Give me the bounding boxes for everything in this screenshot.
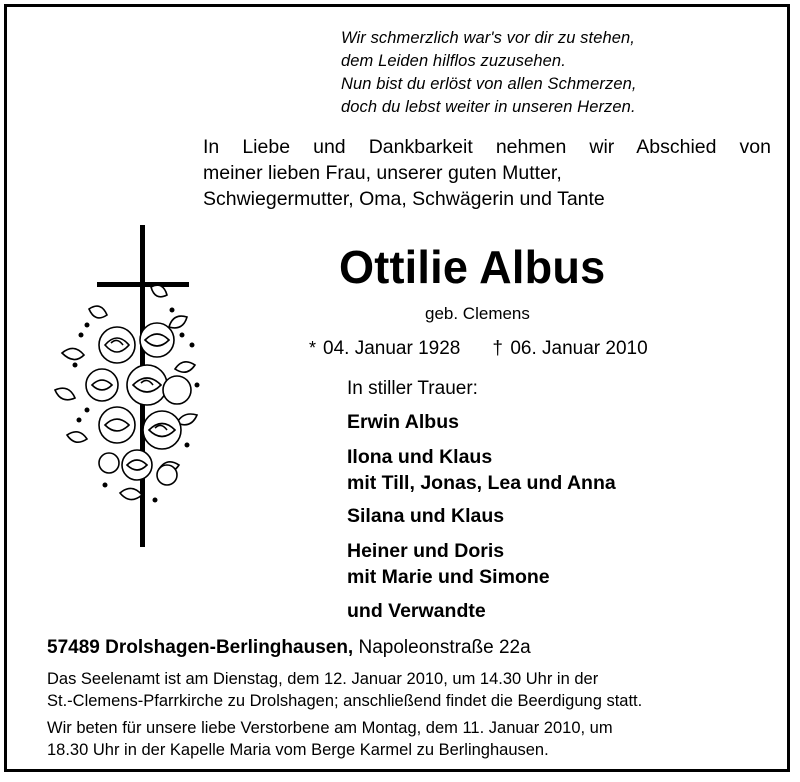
birth-star-icon: *	[309, 338, 317, 358]
birth-date: 04. Januar 1928	[323, 338, 461, 359]
poem-line: doch du lebst weiter in unseren Herzen.	[341, 98, 636, 116]
mourner-line: Heiner und Doris	[347, 540, 505, 562]
poem-line: Wir schmerzlich war's vor dir zu stehen,	[341, 29, 635, 47]
prayer-info	[47, 718, 767, 761]
maiden-name: geb. Clemens	[425, 304, 530, 323]
mourner-group	[347, 444, 616, 496]
address-street: Napoleonstraße 22a	[358, 637, 531, 658]
intro-line: In Liebe und Dankbarkeit nehmen wir Abschied von	[203, 136, 771, 158]
address	[47, 635, 531, 661]
mourner-group	[347, 538, 550, 590]
obituary-notice	[4, 4, 790, 772]
life-dates	[309, 335, 648, 362]
farewell-intro	[203, 134, 771, 212]
service-info	[47, 669, 767, 712]
poem-line: dem Leiden hilflos zuzusehen.	[341, 52, 566, 70]
mourner-group	[347, 409, 459, 435]
prayer-line: Wir beten für unsere liebe Verstorbene am Montag, dem 11. Januar 2010, um	[47, 719, 613, 737]
deceased-name: Ottilie Albus	[339, 241, 606, 293]
memorial-poem	[341, 27, 761, 119]
address-place: 57489 Drolshagen-Berlinghausen,	[47, 637, 354, 658]
mourner-line: und Verwandte	[347, 600, 486, 622]
mourner-group	[347, 598, 486, 624]
cross-with-roses-icon	[47, 225, 207, 555]
mourner-line: Ilona und Klaus	[347, 446, 493, 468]
death-dagger-icon: †	[492, 338, 503, 359]
mourner-group	[347, 503, 504, 529]
mourner-line: mit Marie und Simone	[347, 566, 550, 588]
intro-line: Schwiegermutter, Oma, Schwägerin und Tante	[203, 188, 605, 210]
service-line: Das Seelenamt ist am Dienstag, dem 12. Januar 2010, um 14.30 Uhr in der	[47, 670, 599, 688]
poem-line: Nun bist du erlöst von allen Schmerzen,	[341, 75, 637, 93]
service-line: St.-Clemens-Pfarrkirche zu Drolshagen; anschließend findet die Beerdigung statt.	[47, 691, 643, 710]
mourner-line: Erwin Albus	[347, 411, 459, 433]
intro-line: meiner lieben Frau, unserer guten Mutter,	[203, 162, 562, 184]
prayer-line: 18.30 Uhr in der Kapelle Maria vom Berge Karmel zu Berlinghausen.	[47, 740, 549, 759]
mourner-line: Silana und Klaus	[347, 505, 505, 527]
death-date: 06. Januar 2010	[510, 338, 648, 359]
mourner-line: mit Till, Jonas, Lea und Anna	[347, 472, 616, 494]
mourners-heading: In stiller Trauer:	[347, 378, 478, 399]
